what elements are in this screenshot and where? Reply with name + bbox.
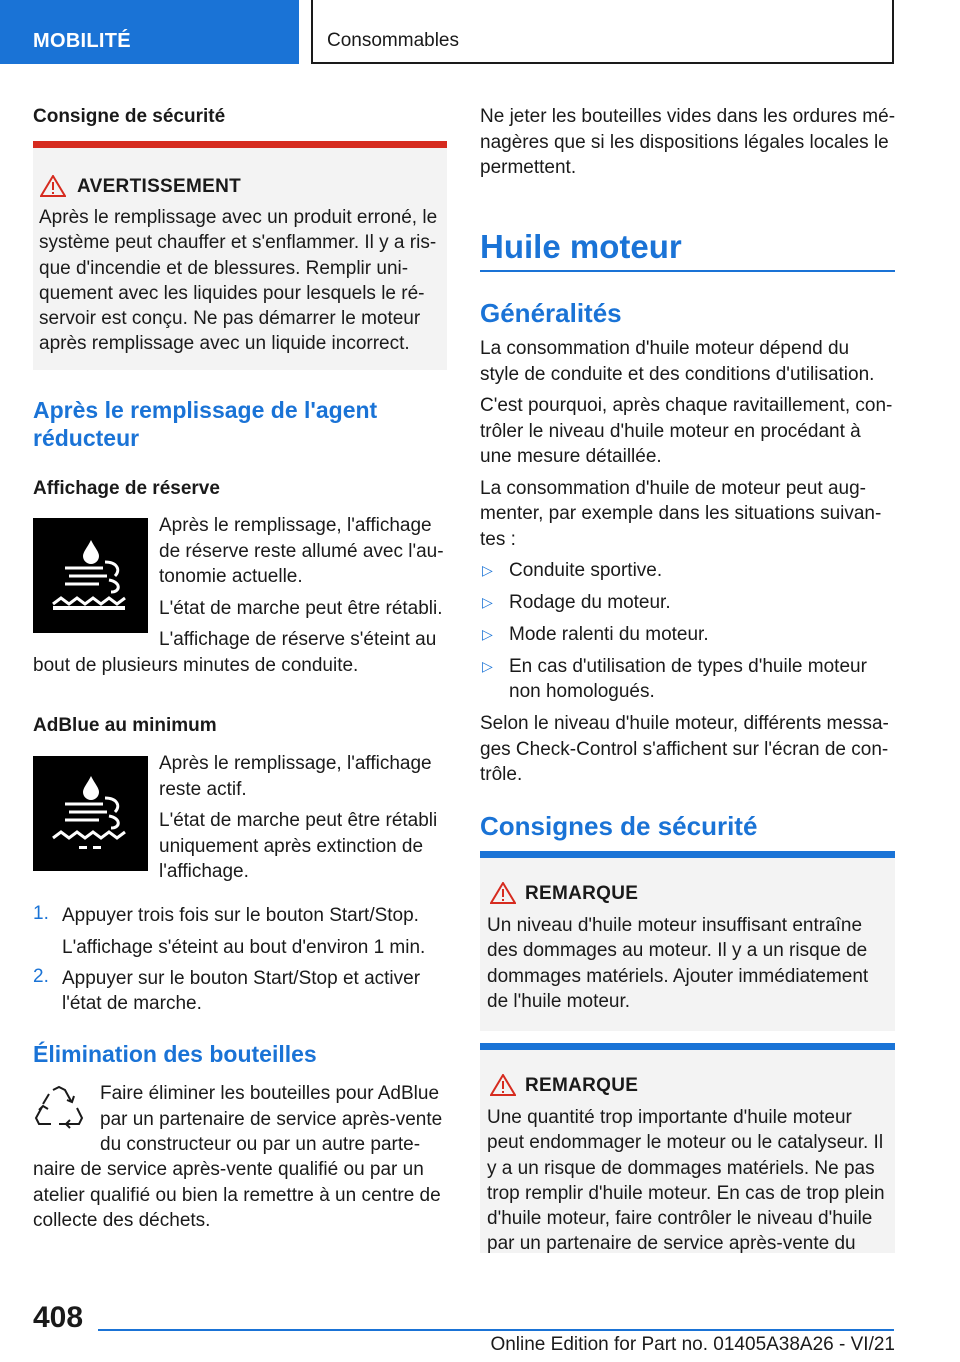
bullet-triangle-icon: ▷ bbox=[482, 562, 493, 578]
bullet-triangle-icon: ▷ bbox=[482, 626, 493, 642]
reserve-line: tonomie actuelle. bbox=[159, 566, 303, 587]
reserve-line: Après le remplissage, l'affichage bbox=[159, 515, 432, 536]
bullet-item: En cas d'utilisation de types d'huile moteur bbox=[509, 656, 867, 677]
warning-triangle-icon bbox=[490, 882, 516, 904]
notice-line: y a un risque de dommages matériels. Ne pas bbox=[487, 1157, 875, 1179]
notice-line: de l'huile moteur. bbox=[487, 990, 631, 1012]
warning-triangle-icon bbox=[490, 1074, 516, 1096]
chapter-label: Consommables bbox=[327, 30, 459, 51]
disposal-line: Faire éliminer les bouteilles pour AdBlue bbox=[100, 1083, 440, 1104]
reserve-line: de réserve reste allumé avec l'au- bbox=[159, 540, 444, 562]
notice-box bbox=[480, 1043, 895, 1253]
disposal-text bbox=[100, 1081, 442, 1158]
notice-line: peut endommager le moteur ou le catalyseur. Il bbox=[487, 1132, 884, 1154]
paragraph-line: trôle. bbox=[480, 764, 523, 785]
disposal-line: collecte des déchets. bbox=[33, 1210, 211, 1231]
chapter-tab bbox=[311, 0, 894, 64]
adblue-reserve-icon bbox=[33, 518, 148, 633]
bullet-item: non homologués. bbox=[509, 681, 655, 702]
paragraph-line: Selon le niveau d'huile moteur, différents messa- bbox=[480, 713, 889, 734]
min-line: l'affichage. bbox=[159, 861, 249, 882]
reserve-text bbox=[159, 513, 444, 653]
recycling-icon bbox=[33, 1084, 85, 1138]
bullet-item: Conduite sportive. bbox=[509, 560, 663, 581]
reserve-title: Affichage de réserve bbox=[33, 478, 220, 499]
paragraph-line: tes : bbox=[480, 528, 516, 550]
intro-line: permettent. bbox=[480, 157, 577, 178]
min-text bbox=[159, 751, 437, 885]
paragraph-line: style de conduite et des conditions d'utilisation. bbox=[480, 363, 875, 385]
notice-text bbox=[487, 913, 868, 1014]
notice-line: Une quantité trop importante d'huile moteur bbox=[487, 1107, 852, 1128]
section-label: MOBILITÉ bbox=[33, 30, 131, 52]
bullet-triangle-icon: ▷ bbox=[482, 594, 493, 610]
warning-box bbox=[33, 141, 447, 370]
bullet-item: Mode ralenti du moteur. bbox=[509, 624, 709, 645]
warning-line: servoir est conçu. Ne pas démarrer le moteur bbox=[39, 308, 421, 330]
warning-text bbox=[39, 205, 437, 357]
bullet-item: Rodage du moteur. bbox=[509, 592, 671, 613]
notice-line: Un niveau d'huile moteur insuffisant entraîne bbox=[487, 915, 863, 936]
oil-heading: Huile moteur bbox=[480, 228, 682, 265]
disposal-line: par un partenaire de service après-vente bbox=[100, 1108, 443, 1130]
after-fill-heading bbox=[33, 396, 377, 452]
warning-line: que d'incendie et de blessures. Remplir uni- bbox=[39, 257, 409, 279]
notice-line: d'huile moteur, faire contrôler le niveau d'huile bbox=[487, 1208, 873, 1230]
paragraph-line: ges Check-Control s'affichent sur l'écran de con- bbox=[480, 738, 889, 760]
page-number: 408 bbox=[33, 1301, 84, 1334]
min-line: reste actif. bbox=[159, 778, 247, 800]
intro-line: Ne jeter les bouteilles vides dans les ordures mé- bbox=[480, 106, 896, 127]
warning-triangle-icon bbox=[40, 175, 66, 197]
notice-title: REMARQUE bbox=[525, 883, 639, 904]
notice-box bbox=[480, 851, 895, 1031]
step-text: L'affichage s'éteint au bout d'environ 1 min. bbox=[62, 937, 426, 958]
paragraph-line: La consommation d'huile moteur dépend du bbox=[480, 338, 850, 359]
disposal-line: atelier qualifié ou bien la remettre à un centre de bbox=[33, 1184, 441, 1206]
step-number: 1. bbox=[33, 903, 49, 924]
notice-line: par un partenaire de service après-vente du bbox=[487, 1233, 856, 1255]
notice-line: des dommages au moteur. Il y a un risque de bbox=[487, 940, 868, 962]
adblue-minimum-icon bbox=[33, 756, 148, 871]
disposal-line: du constructeur ou par un autre parte- bbox=[100, 1134, 421, 1155]
step-text: Appuyer trois fois sur le bouton Start/Stop. bbox=[62, 905, 419, 926]
after-fill-heading-line: réducteur bbox=[33, 425, 140, 451]
paragraph-line: La consommation d'huile de moteur peut aug- bbox=[480, 477, 866, 499]
paragraph-line: menter, par exemple dans les situations suivan- bbox=[480, 503, 882, 524]
warning-line: Après le remplissage avec un produit erroné, le bbox=[39, 207, 438, 228]
warning-line: après remplissage avec un liquide incorrect. bbox=[39, 333, 410, 355]
warning-line: système peut chauffer et s'enflammer. Il y a ris- bbox=[39, 232, 437, 254]
step-number: 2. bbox=[33, 966, 49, 987]
bullet-triangle-icon: ▷ bbox=[482, 658, 493, 674]
warning-title: AVERTISSEMENT bbox=[77, 176, 242, 197]
footer-rule bbox=[98, 1329, 894, 1331]
min-line: Après le remplissage, l'affichage bbox=[159, 753, 432, 774]
step-text: l'état de marche. bbox=[62, 993, 202, 1014]
footer-edition: Online Edition for Part no. 01405A38A26 - VI/21 bbox=[490, 1334, 895, 1355]
min-title: AdBlue au minimum bbox=[33, 715, 217, 736]
after-fill-heading-line: Après le remplissage de l'agent bbox=[33, 397, 378, 423]
reserve-line: L'état de marche peut être rétabli. bbox=[159, 597, 443, 619]
reserve-line: bout de plusieurs minutes de conduite. bbox=[33, 655, 359, 676]
notice-title: REMARQUE bbox=[525, 1075, 639, 1096]
step-text: Appuyer sur le bouton Start/Stop et activer bbox=[62, 968, 421, 989]
general-heading: Généralités bbox=[480, 298, 622, 328]
reserve-line: L'affichage de réserve s'éteint au bbox=[159, 629, 437, 650]
heading-rule bbox=[480, 270, 895, 272]
paragraph-line: trôler le niveau d'huile moteur en procédant à bbox=[480, 420, 861, 442]
disposal-line: naire de service après-vente qualifié ou par un bbox=[33, 1159, 424, 1180]
paragraph-line: C'est pourquoi, après chaque ravitaillement, con- bbox=[480, 395, 893, 416]
notice-line: trop remplir d'huile moteur. En cas de trop plein bbox=[487, 1182, 885, 1204]
general-text bbox=[480, 336, 892, 552]
safety-title: Consigne de sécurité bbox=[33, 106, 226, 127]
intro-line: nagères que si les dispositions légales locales le bbox=[480, 131, 889, 153]
section-tab bbox=[0, 0, 299, 64]
notice-line: dommages matériels. Ajouter immédiatement bbox=[487, 965, 869, 987]
warning-line: quement avec les liquides pour lesquels le ré- bbox=[39, 282, 425, 304]
intro-text bbox=[480, 104, 895, 181]
notice-text bbox=[487, 1105, 885, 1257]
safety-heading: Consignes de sécurité bbox=[480, 811, 758, 841]
min-line: L'état de marche peut être rétabli bbox=[159, 810, 438, 831]
min-line: uniquement après extinction de bbox=[159, 835, 424, 857]
disposal-heading: Élimination des bouteilles bbox=[33, 1041, 317, 1067]
paragraph-line: une mesure détaillée. bbox=[480, 446, 662, 467]
disposal-text-full bbox=[33, 1157, 441, 1234]
check-control-text bbox=[480, 711, 889, 788]
